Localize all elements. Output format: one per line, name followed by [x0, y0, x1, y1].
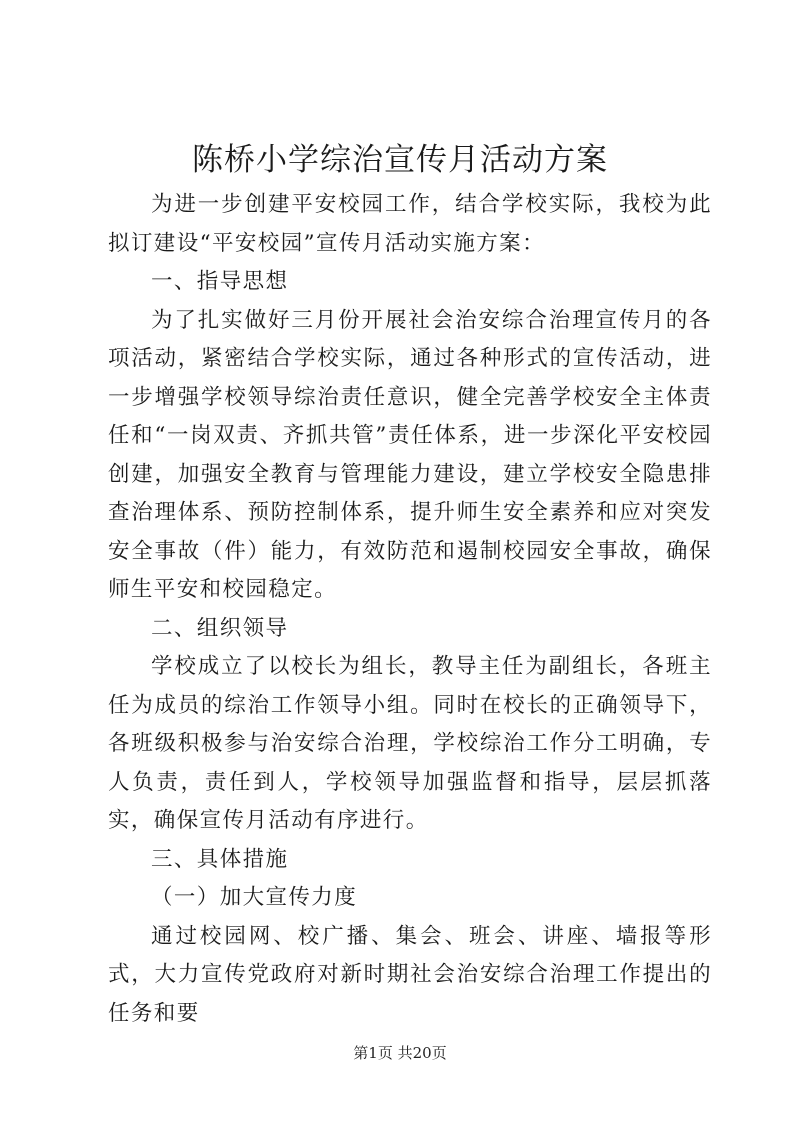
page-number-footer: 第1页 共20页 [353, 1044, 447, 1062]
section-paragraph-guiding-ideology: 为了扎实做好三月份开展社会治安综合治理宣传月的各项活动，紧密结合学校实际，通过各种形式的宣传活动，进一步增强学校领导综治责任意识，健全完善学校安全主体责任和“一岗双责、齐抓共管”责任体系，进一步深化平安校园创建，加强安全教育与管理能力建设，建立学校安全隐患排查治理体系、预防控制体系，提升师生安全素养和应对突发安全事故（件）能力，有效防范和遏制校园安全事故，确保师生平安和校园稳定。 [108, 307, 712, 602]
subsection-heading-publicity: （一）加大宣传力度 [151, 885, 358, 910]
section-paragraph-organization: 学校成立了以校长为组长，教导主任为副组长，各班主任为成员的综治工作领导小组。同时在校长的正确领导下，各班级积极参与治安综合治理，学校综治工作分工明确，专人负责，责任到人，学校领导加强监督和指导，层层抓落实，确保宣传月活动有序进行。 [108, 654, 712, 833]
document-body [108, 186, 712, 1033]
section-heading-organization: 二、组织领导 [151, 615, 289, 641]
section-heading-guiding-ideology: 一、指导思想 [151, 269, 289, 294]
intro-paragraph: 为进一步创建平安校园工作，结合学校实际，我校为此拟订建设“平安校园”宣传月活动实施方案： [108, 192, 712, 256]
document-title: 陈桥小学综治宣传月活动方案 [192, 142, 608, 178]
section-heading-measures: 三、具体措施 [151, 846, 289, 872]
subsection-paragraph-publicity: 通过校园网、校广播、集会、班会、讲座、墙报等形式，大力宣传党政府对新时期社会治安综合治理工作提出的任务和要 [108, 923, 712, 1026]
